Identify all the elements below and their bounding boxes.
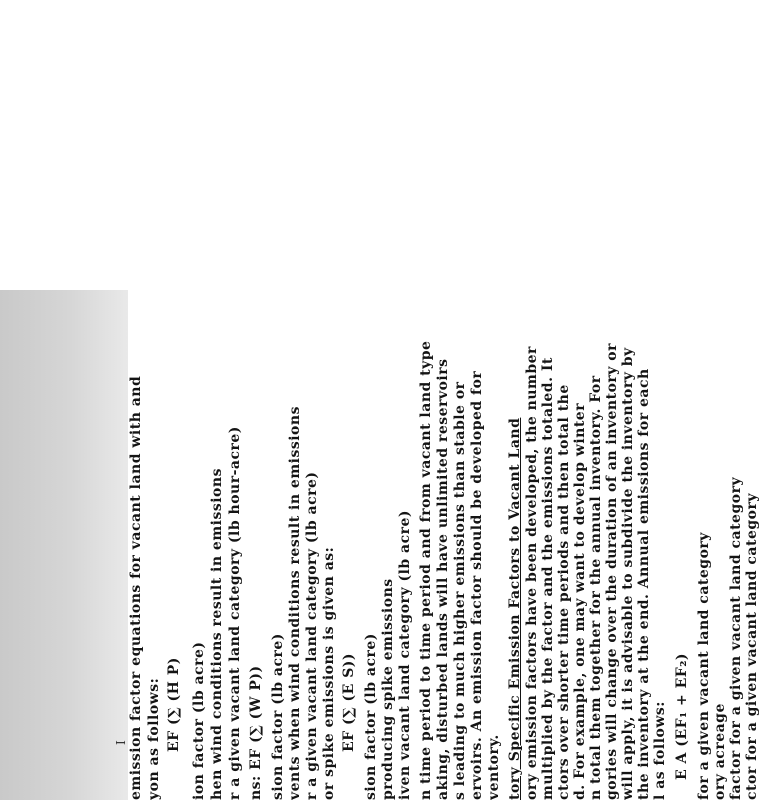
text-line: ctor for a given vacant land category [744, 493, 760, 800]
text-line: yon as follows: [146, 677, 162, 800]
text-line: l as follows: [652, 701, 668, 800]
text-line: gories will change over the duration of an inventory or [604, 342, 620, 800]
text-line: iven vacant land category (lb acre) [397, 509, 413, 800]
text-line: factor for a given vacant land category [728, 476, 744, 800]
text-line: or spike emissions is given as: [321, 546, 337, 800]
text-line: ctors over shorter time periods and then total the [556, 384, 572, 800]
equation-line: E A (EF₁ + EF₂) [674, 653, 690, 780]
equation-line: EF (∑ (H P) [166, 657, 182, 752]
text-line: ventory. [486, 734, 502, 800]
section-heading: tory Specific Emission Factors to Vacant Land [507, 417, 523, 800]
text-line: s leading to much higher emissions than stable or [452, 381, 468, 800]
text-line: ory acreage [712, 703, 728, 800]
text-line: will apply, it is advisable to subdivide the inventory by [620, 347, 636, 800]
text-line: producing spike emissions [380, 578, 396, 800]
text-line: r a given vacant land category (lb hour-acre) [227, 426, 243, 800]
text-line: the inventory at the end. Annual emissions for each [636, 368, 652, 800]
margin-mark: I [114, 740, 128, 745]
text-line: n total them together for the annual inventory. For [588, 375, 604, 800]
text-line: ion factor (lb acre) [191, 641, 207, 800]
rotated-document-text [114, 290, 760, 800]
text-line: d. For example, one may want to develop winter [572, 402, 588, 800]
text-line: r a given vacant land category (lb acre) [304, 471, 320, 800]
text-line: hen wind conditions result in emissions [209, 468, 225, 800]
text-line: for a given vacant land category [696, 532, 712, 800]
text-line: ervoirs. An emission factor should be developed for [469, 370, 485, 800]
text-line: sion factor (lb acre) [270, 633, 286, 800]
text-line: multiplied by the factor and the emissions totaled. It [540, 357, 556, 800]
equation-line: ns: EF (∑ (W P)) [248, 665, 264, 800]
scan-shadow [0, 290, 128, 800]
text-line: ory emission factors have been developed, the number [524, 346, 540, 800]
text-line: n time period to time period and from vacant land type [418, 340, 434, 800]
text-line: aking, disturbed lands will have unlimited reservoirs [435, 358, 451, 800]
text-line: sion factor (lb acre) [363, 633, 379, 800]
text-line: emission factor equations for vacant land with and [128, 375, 144, 800]
equation-line: EF (∑ (E S)) [341, 652, 357, 752]
text-line: vents when wind conditions result in emissions [287, 406, 303, 800]
